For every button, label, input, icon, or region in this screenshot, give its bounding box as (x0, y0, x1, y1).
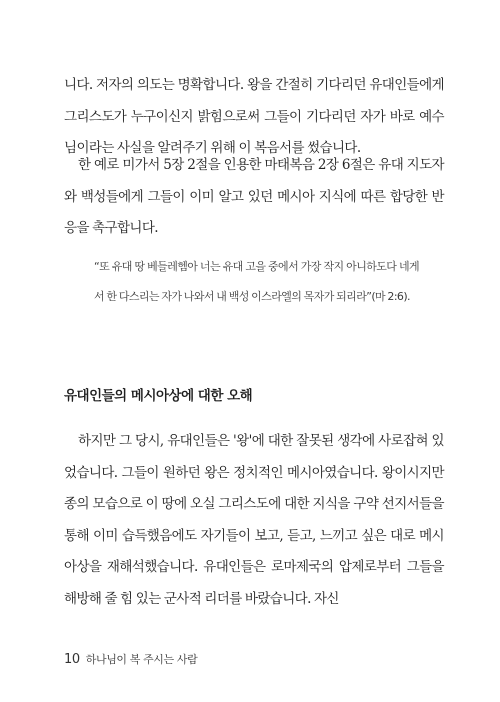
running-title: 하나님이 복 주시는 사람 (85, 653, 198, 666)
section-heading: 유대인들의 메시아상에 대한 오해 (64, 388, 253, 404)
body-paragraph-1: 니다. 저자의 의도는 명확합니다. 왕을 간절히 기다리던 유대인들에게 그리스도가 누구이신지 밝힘으로써 그들이 기다리던 자가 바로 예수님이라는 사실을 알려주기 위해 이 복음서를 썼습니다. (64, 77, 444, 156)
scripture-quote: “또 유대 땅 베들레헴아 너는 유대 고을 중에서 가장 작지 아니하도다 네게서 한 다스리는 자가 나와서 내 백성 이스라엘의 목자가 되리라”(마 2:6). (94, 260, 419, 303)
page-footer (64, 651, 197, 667)
body-paragraph-3: 하지만 그 당시, 유대인들은 '왕'에 대한 잘못된 생각에 사로잡혀 있었습니다. 그들이 원하던 왕은 정치적인 메시아였습니다. 왕이시지만 종의 모습으로 이 땅에 오실 그리스도에 대한 지식을 구약 선지서들을 통해 이미 습득했음에도 자기들이 보고, 듣고, 느끼고 싶은 대로 메시아상을 재해석했습니다. 유대인들은 로마제국의 압제로부터 그들을 해방해 줄 힘 있는 군사적 리더를 바랐습니다. 자신 (64, 433, 444, 607)
page-number: 10 (64, 652, 80, 667)
body-paragraph-2: 한 예로 미가서 5장 2절을 인용한 마태복음 2장 6절은 유대 지도자와 백성들에게 그들이 이미 알고 있던 메시아 지식에 따른 합당한 반응을 촉구합니다. (64, 157, 444, 236)
